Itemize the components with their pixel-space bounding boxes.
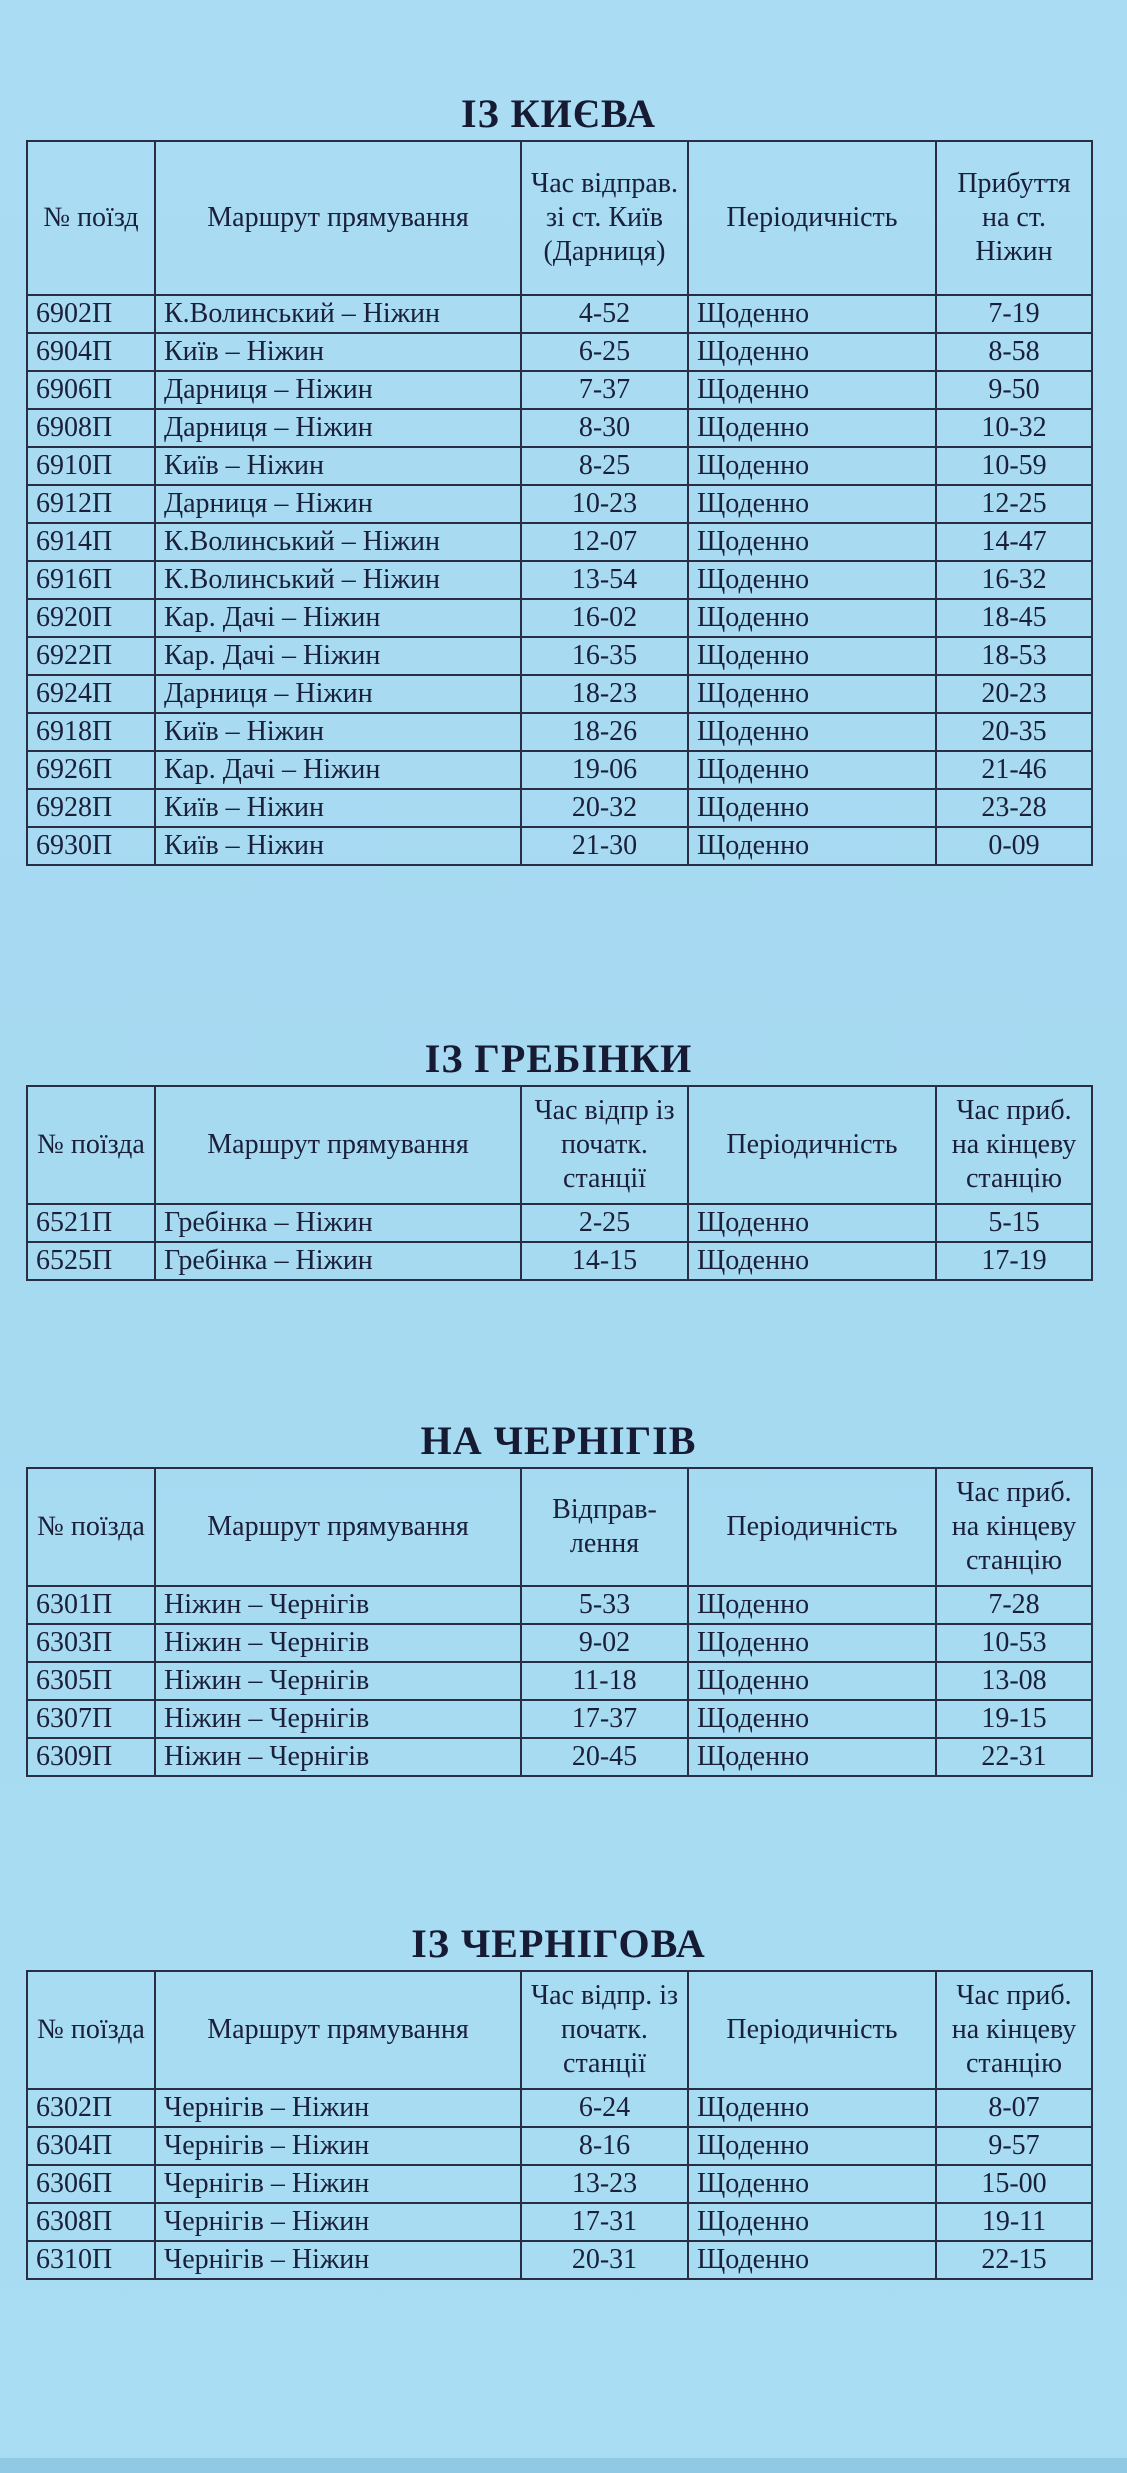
header-periodicity: Періодичність: [688, 1971, 936, 2089]
arrival-cell: 7-19: [936, 295, 1092, 333]
header-row: [27, 1971, 1092, 2089]
header-route: Маршрут прямування: [155, 1971, 521, 2089]
periodicity-cell: Щоденно: [688, 371, 936, 409]
train-number-cell: 6904П: [27, 333, 155, 371]
train-number-cell: 6306П: [27, 2165, 155, 2203]
periodicity-cell: Щоденно: [688, 409, 936, 447]
route-cell: Київ – Ніжин: [155, 447, 521, 485]
bottom-edge: [0, 2458, 1127, 2473]
route-cell: К.Волинський – Ніжин: [155, 523, 521, 561]
periodicity-cell: Щоденно: [688, 1700, 936, 1738]
departure-cell: 17-37: [521, 1700, 688, 1738]
departure-cell: 8-30: [521, 409, 688, 447]
train-number-cell: 6924П: [27, 675, 155, 713]
train-number-cell: 6912П: [27, 485, 155, 523]
table-row: [27, 2203, 1092, 2241]
periodicity-cell: Щоденно: [688, 1624, 936, 1662]
route-cell: Ніжин – Чернігів: [155, 1738, 521, 1776]
departure-cell: 2-25: [521, 1204, 688, 1242]
table-body: [27, 2089, 1092, 2279]
periodicity-cell: Щоденно: [688, 2089, 936, 2127]
periodicity-cell: Щоденно: [688, 295, 936, 333]
table-row: [27, 789, 1092, 827]
train-number-cell: 6309П: [27, 1738, 155, 1776]
arrival-cell: 8-58: [936, 333, 1092, 371]
train-number-cell: 6922П: [27, 637, 155, 675]
periodicity-cell: Щоденно: [688, 599, 936, 637]
header-train-number: № поїзд: [27, 141, 155, 295]
route-cell: Гребінка – Ніжин: [155, 1242, 521, 1280]
periodicity-cell: Щоденно: [688, 637, 936, 675]
periodicity-cell: Щоденно: [688, 1204, 936, 1242]
section-title: ІЗ ГРЕБІНКИ: [424, 1036, 693, 1081]
table-row: [27, 523, 1092, 561]
departure-cell: 13-54: [521, 561, 688, 599]
section-from-kyiv: [26, 88, 1091, 866]
departure-cell: 12-07: [521, 523, 688, 561]
route-cell: Гребінка – Ніжин: [155, 1204, 521, 1242]
arrival-cell: 10-59: [936, 447, 1092, 485]
route-cell: Дарниця – Ніжин: [155, 485, 521, 523]
train-number-cell: 6918П: [27, 713, 155, 751]
departure-cell: 19-06: [521, 751, 688, 789]
route-cell: Чернігів – Ніжин: [155, 2241, 521, 2279]
periodicity-cell: Щоденно: [688, 523, 936, 561]
train-number-cell: 6926П: [27, 751, 155, 789]
train-number-cell: 6310П: [27, 2241, 155, 2279]
header-train-number: № поїзда: [27, 1971, 155, 2089]
arrival-cell: 23-28: [936, 789, 1092, 827]
departure-cell: 16-35: [521, 637, 688, 675]
departure-cell: 9-02: [521, 1624, 688, 1662]
train-number-cell: 6908П: [27, 409, 155, 447]
section-from-chernihiv: [26, 1918, 1091, 2280]
periodicity-cell: Щоденно: [688, 485, 936, 523]
train-number-cell: 6301П: [27, 1586, 155, 1624]
arrival-cell: 0-09: [936, 827, 1092, 865]
table-row: [27, 485, 1092, 523]
route-cell: К.Волинський – Ніжин: [155, 295, 521, 333]
route-cell: Ніжин – Чернігів: [155, 1700, 521, 1738]
departure-cell: 14-15: [521, 1242, 688, 1280]
table-row: [27, 599, 1092, 637]
train-number-cell: 6525П: [27, 1242, 155, 1280]
route-cell: К.Волинський – Ніжин: [155, 561, 521, 599]
train-number-cell: 6521П: [27, 1204, 155, 1242]
table-row: [27, 751, 1092, 789]
arrival-cell: 22-15: [936, 2241, 1092, 2279]
periodicity-cell: Щоденно: [688, 1738, 936, 1776]
arrival-cell: 9-50: [936, 371, 1092, 409]
arrival-cell: 18-45: [936, 599, 1092, 637]
departure-cell: 10-23: [521, 485, 688, 523]
route-cell: Чернігів – Ніжин: [155, 2089, 521, 2127]
train-number-cell: 6916П: [27, 561, 155, 599]
departure-cell: 11-18: [521, 1662, 688, 1700]
departure-cell: 4-52: [521, 295, 688, 333]
periodicity-cell: Щоденно: [688, 447, 936, 485]
header-arrival: Прибуття на ст. Ніжин: [936, 141, 1092, 295]
arrival-cell: 21-46: [936, 751, 1092, 789]
arrival-cell: 19-15: [936, 1700, 1092, 1738]
train-number-cell: 6928П: [27, 789, 155, 827]
table-body: [27, 295, 1092, 865]
header-train-number: № поїзда: [27, 1086, 155, 1204]
train-number-cell: 6910П: [27, 447, 155, 485]
arrival-cell: 5-15: [936, 1204, 1092, 1242]
header-departure: Відправ-лення: [521, 1468, 688, 1586]
departure-cell: 21-30: [521, 827, 688, 865]
periodicity-cell: Щоденно: [688, 561, 936, 599]
arrival-cell: 20-35: [936, 713, 1092, 751]
train-number-cell: 6930П: [27, 827, 155, 865]
route-cell: Ніжин – Чернігів: [155, 1662, 521, 1700]
header-arrival: Час приб. на кінцеву станцію: [936, 1971, 1092, 2089]
departure-cell: 20-45: [521, 1738, 688, 1776]
departure-cell: 8-25: [521, 447, 688, 485]
route-cell: Дарниця – Ніжин: [155, 675, 521, 713]
header-arrival: Час приб. на кінцеву станцію: [936, 1086, 1092, 1204]
table-row: [27, 2127, 1092, 2165]
train-number-cell: 6906П: [27, 371, 155, 409]
route-cell: Київ – Ніжин: [155, 827, 521, 865]
header-arrival: Час приб. на кінцеву станцію: [936, 1468, 1092, 1586]
periodicity-cell: Щоденно: [688, 675, 936, 713]
table-body: [27, 1204, 1092, 1280]
periodicity-cell: Щоденно: [688, 1242, 936, 1280]
table-row: [27, 1700, 1092, 1738]
train-number-cell: 6305П: [27, 1662, 155, 1700]
periodicity-cell: Щоденно: [688, 827, 936, 865]
departure-cell: 18-23: [521, 675, 688, 713]
table-row: [27, 675, 1092, 713]
departure-cell: 8-16: [521, 2127, 688, 2165]
table-row: [27, 1586, 1092, 1624]
route-cell: Дарниця – Ніжин: [155, 409, 521, 447]
table-row: [27, 1204, 1092, 1242]
arrival-cell: 13-08: [936, 1662, 1092, 1700]
route-cell: Чернігів – Ніжин: [155, 2203, 521, 2241]
periodicity-cell: Щоденно: [688, 2127, 936, 2165]
arrival-cell: 19-11: [936, 2203, 1092, 2241]
route-cell: Чернігів – Ніжин: [155, 2127, 521, 2165]
arrival-cell: 18-53: [936, 637, 1092, 675]
arrival-cell: 8-07: [936, 2089, 1092, 2127]
departure-cell: 18-26: [521, 713, 688, 751]
train-number-cell: 6304П: [27, 2127, 155, 2165]
departure-cell: 6-24: [521, 2089, 688, 2127]
table-body: [27, 1586, 1092, 1776]
route-cell: Дарниця – Ніжин: [155, 371, 521, 409]
arrival-cell: 17-19: [936, 1242, 1092, 1280]
train-number-cell: 6307П: [27, 1700, 155, 1738]
table-row: [27, 1738, 1092, 1776]
header-row: [27, 1086, 1092, 1204]
train-number-cell: 6302П: [27, 2089, 155, 2127]
arrival-cell: 10-53: [936, 1624, 1092, 1662]
train-number-cell: 6902П: [27, 295, 155, 333]
schedule-table: [26, 1970, 1093, 2280]
table-row: [27, 1242, 1092, 1280]
table-row: [27, 295, 1092, 333]
arrival-cell: 20-23: [936, 675, 1092, 713]
section-title: ІЗ ЧЕРНІГОВА: [411, 1921, 706, 1966]
header-row: [27, 141, 1092, 295]
arrival-cell: 7-28: [936, 1586, 1092, 1624]
departure-cell: 13-23: [521, 2165, 688, 2203]
schedule-table: [26, 1085, 1093, 1281]
departure-cell: 6-25: [521, 333, 688, 371]
table-row: [27, 713, 1092, 751]
arrival-cell: 14-47: [936, 523, 1092, 561]
section-to-chernihiv: [26, 1415, 1091, 1777]
header-departure: Час відправ. зі ст. Київ (Дарниця): [521, 141, 688, 295]
header-route: Маршрут прямування: [155, 141, 521, 295]
header-periodicity: Періодичність: [688, 141, 936, 295]
table-row: [27, 561, 1092, 599]
table-row: [27, 637, 1092, 675]
train-number-cell: 6308П: [27, 2203, 155, 2241]
route-cell: Київ – Ніжин: [155, 789, 521, 827]
departure-cell: 16-02: [521, 599, 688, 637]
table-row: [27, 827, 1092, 865]
route-cell: Київ – Ніжин: [155, 333, 521, 371]
table-row: [27, 2241, 1092, 2279]
section-from-hrebinka: [26, 1033, 1091, 1281]
route-cell: Київ – Ніжин: [155, 713, 521, 751]
periodicity-cell: Щоденно: [688, 2203, 936, 2241]
table-row: [27, 409, 1092, 447]
table-row: [27, 2165, 1092, 2203]
header-train-number: № поїзда: [27, 1468, 155, 1586]
arrival-cell: 12-25: [936, 485, 1092, 523]
arrival-cell: 16-32: [936, 561, 1092, 599]
train-number-cell: 6914П: [27, 523, 155, 561]
periodicity-cell: Щоденно: [688, 2241, 936, 2279]
departure-cell: 17-31: [521, 2203, 688, 2241]
departure-cell: 7-37: [521, 371, 688, 409]
train-number-cell: 6303П: [27, 1624, 155, 1662]
route-cell: Ніжин – Чернігів: [155, 1624, 521, 1662]
header-departure: Час відпр. із початк. станції: [521, 1971, 688, 2089]
arrival-cell: 9-57: [936, 2127, 1092, 2165]
periodicity-cell: Щоденно: [688, 1586, 936, 1624]
arrival-cell: 15-00: [936, 2165, 1092, 2203]
section-title: ІЗ КИЄВА: [461, 91, 656, 136]
table-row: [27, 1662, 1092, 1700]
route-cell: Ніжин – Чернігів: [155, 1586, 521, 1624]
table-row: [27, 333, 1092, 371]
header-row: [27, 1468, 1092, 1586]
route-cell: Кар. Дачі – Ніжин: [155, 637, 521, 675]
arrival-cell: 10-32: [936, 409, 1092, 447]
header-departure: Час відпр із початк. станції: [521, 1086, 688, 1204]
table-row: [27, 371, 1092, 409]
route-cell: Чернігів – Ніжин: [155, 2165, 521, 2203]
schedule-table: [26, 140, 1093, 866]
route-cell: Кар. Дачі – Ніжин: [155, 751, 521, 789]
periodicity-cell: Щоденно: [688, 751, 936, 789]
departure-cell: 5-33: [521, 1586, 688, 1624]
table-row: [27, 2089, 1092, 2127]
departure-cell: 20-31: [521, 2241, 688, 2279]
header-periodicity: Періодичність: [688, 1086, 936, 1204]
table-row: [27, 447, 1092, 485]
route-cell: Кар. Дачі – Ніжин: [155, 599, 521, 637]
periodicity-cell: Щоденно: [688, 333, 936, 371]
periodicity-cell: Щоденно: [688, 1662, 936, 1700]
periodicity-cell: Щоденно: [688, 2165, 936, 2203]
section-title: НА ЧЕРНІГІВ: [420, 1418, 697, 1463]
header-periodicity: Періодичність: [688, 1468, 936, 1586]
table-row: [27, 1624, 1092, 1662]
header-route: Маршрут прямування: [155, 1468, 521, 1586]
periodicity-cell: Щоденно: [688, 789, 936, 827]
periodicity-cell: Щоденно: [688, 713, 936, 751]
header-route: Маршрут прямування: [155, 1086, 521, 1204]
schedule-table: [26, 1467, 1093, 1777]
arrival-cell: 22-31: [936, 1738, 1092, 1776]
train-number-cell: 6920П: [27, 599, 155, 637]
departure-cell: 20-32: [521, 789, 688, 827]
